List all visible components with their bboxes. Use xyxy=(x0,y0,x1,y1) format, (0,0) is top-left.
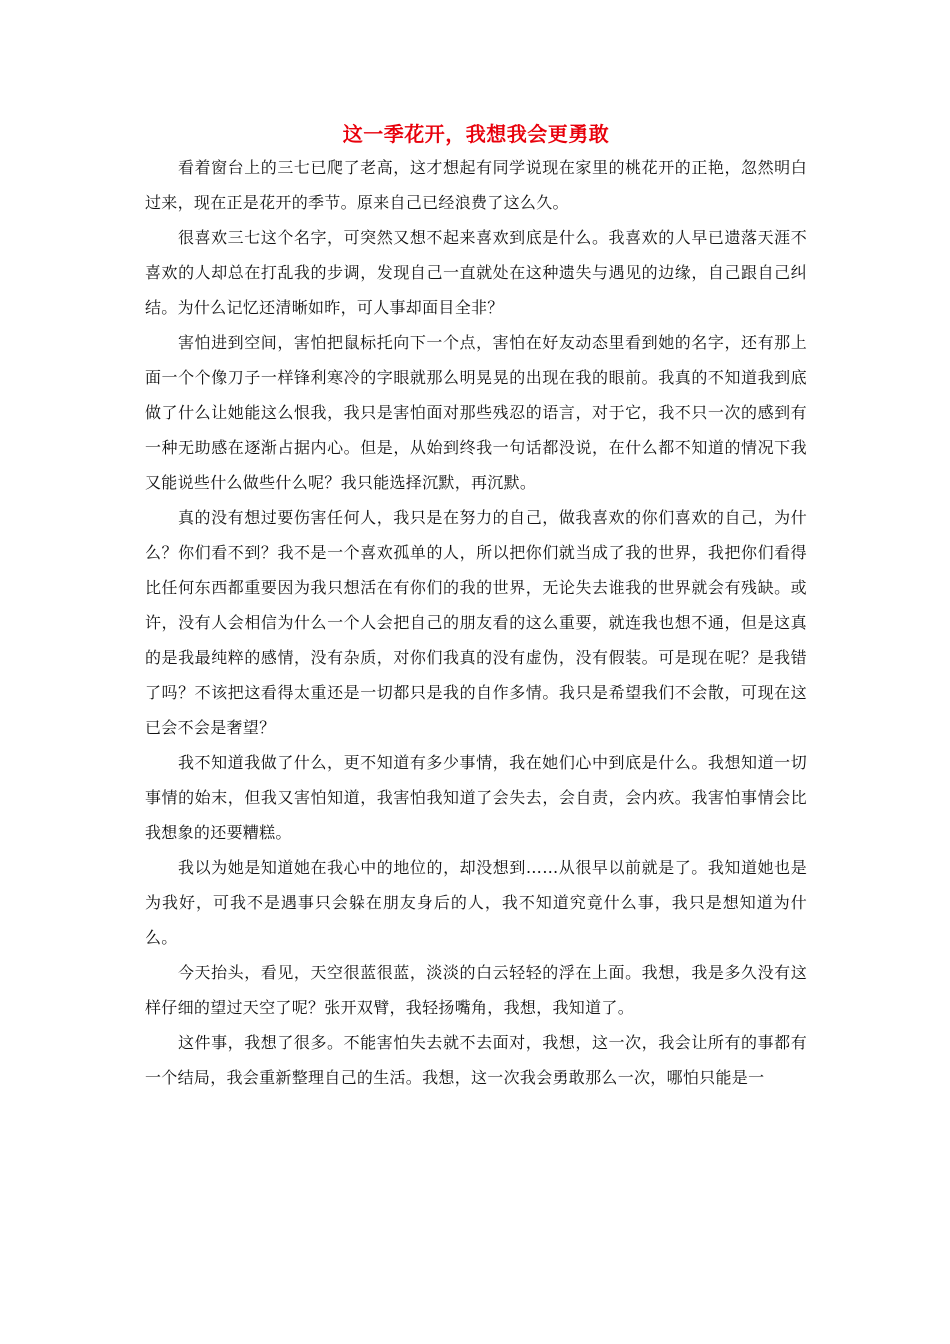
paragraph-2: 很喜欢三七这个名字，可突然又想不起来喜欢到底是什么。我喜欢的人早已遗落天涯不喜欢的人却总在打乱我的步调，发现自己一直就处在这种遗失与遇见的边缘，自己跟自己纠结。为什么记忆还清晰如昨，可人事却面目全非？ xyxy=(145,228,807,317)
paragraph-7: 今天抬头，看见，天空很蓝很蓝，淡淡的白云轻轻的浮在上面。我想，我是多久没有这样仔细的望过天空了呢？张开双臂，我轻扬嘴角，我想，我知道了。 xyxy=(145,963,807,1017)
paragraph-1: 看着窗台上的三七已爬了老高，这才想起有同学说现在家里的桃花开的正艳，忽然明白过来，现在正是花开的季节。原来自己已经浪费了这么久。 xyxy=(145,158,807,212)
document-page xyxy=(145,118,807,1095)
document-title: 这一季花开，我想我会更勇敢 xyxy=(342,122,610,146)
paragraph-3: 害怕进到空间，害怕把鼠标托向下一个点，害怕在好友动态里看到她的名字，还有那上面一个个像刀子一样锋利寒冷的字眼就那么明晃晃的出现在我的眼前。我真的不知道我到底做了什么让她能这么恨我，我只是害怕面对那些残忍的语言，对于它，我不只一次的感到有一种无助感在逐渐占据内心。但是，从始到终我一句话都没说，在什么都不知道的情况下我又能说些什么做些什么呢？我只能选择沉默，再沉默。 xyxy=(145,333,807,492)
paragraph-4: 真的没有想过要伤害任何人，我只是在努力的自己，做我喜欢的你们喜欢的自己，为什么？你们看不到？我不是一个喜欢孤单的人，所以把你们就当成了我的世界，我把你们看得比任何东西都重要因为我只想活在有你们的我的世界，无论失去谁我的世界就会有残缺。或许，没有人会相信为什么一个人会把自己的朋友看的这么重要，就连我也想不通，但是这真的是我最纯粹的感情，没有杂质，对你们我真的没有虚伪，没有假装。可是现在呢？是我错了吗？不该把这看得太重还是一切都只是我的自作多情。我只是希望我们不会散，可现在这已会不会是奢望？ xyxy=(145,508,807,737)
paragraph-5: 我不知道我做了什么，更不知道有多少事情，我在她们心中到底是什么。我想知道一切事情的始末，但我又害怕知道，我害怕我知道了会失去，会自责，会内疚。我害怕事情会比我想象的还要糟糕。 xyxy=(145,753,807,842)
paragraph-6: 我以为她是知道她在我心中的地位的，却没想到……从很早以前就是了。我知道她也是为我好，可我不是遇事只会躲在朋友身后的人，我不知道究竟什么事，我只是想知道为什么。 xyxy=(145,858,807,947)
paragraph-8: 这件事，我想了很多。不能害怕失去就不去面对，我想，这一次，我会让所有的事都有一个结局，我会重新整理自己的生活。我想，这一次我会勇敢那么一次，哪怕只能是一 xyxy=(145,1033,807,1087)
